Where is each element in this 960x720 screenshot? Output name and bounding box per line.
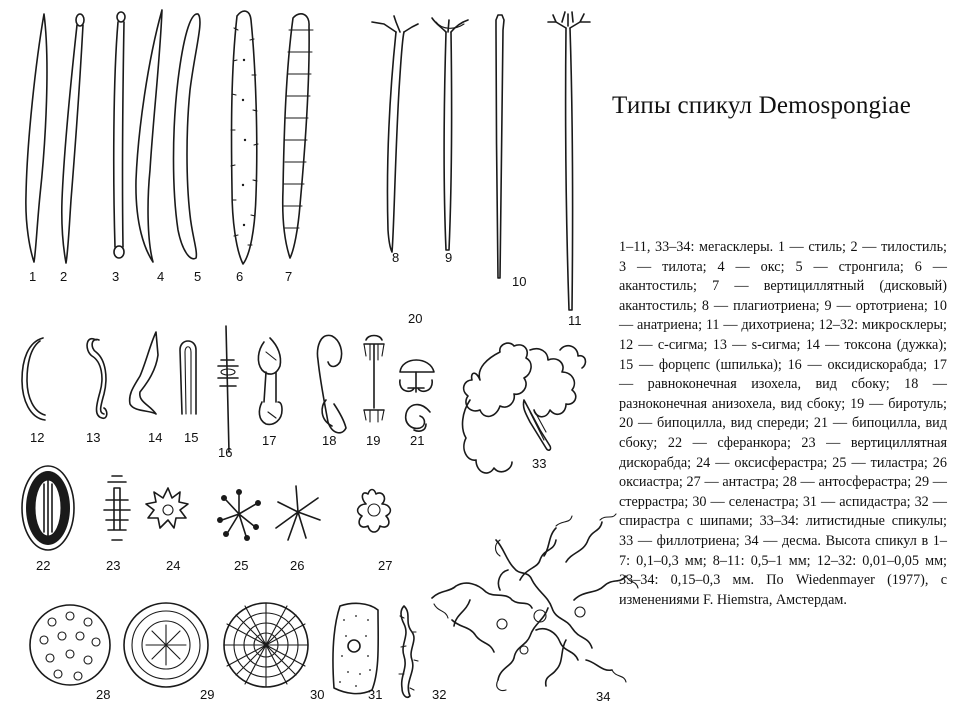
spicule-3-tylote xyxy=(114,12,125,258)
label-24: 24 xyxy=(166,558,181,573)
label-14: 14 xyxy=(148,430,163,445)
spicule-13-s-sigma xyxy=(87,339,107,419)
spicule-32-spiraster xyxy=(399,606,418,697)
spicule-9-orthotriaene xyxy=(432,18,468,250)
spicule-20-bipocillum-front xyxy=(400,360,434,392)
label-8: 8 xyxy=(392,250,400,265)
spicule-24-oxyspheraster xyxy=(146,488,188,528)
spicule-7-verticillate-acanthostyle xyxy=(283,14,313,258)
spicule-25-tylaster xyxy=(217,489,261,541)
label-5: 5 xyxy=(194,269,202,284)
spicule-33-phyllotriaene xyxy=(463,343,586,473)
label-7: 7 xyxy=(285,269,293,284)
spicule-31-aspidaster xyxy=(333,603,378,693)
label-3: 3 xyxy=(112,269,120,284)
label-17: 17 xyxy=(262,433,277,448)
spicule-17-isochela xyxy=(258,338,282,424)
label-2: 2 xyxy=(60,269,68,284)
spicule-26-oxyaster xyxy=(276,486,320,540)
label-27: 27 xyxy=(378,558,393,573)
label-32: 32 xyxy=(432,687,447,702)
spicule-21-bipocillum-side xyxy=(406,405,430,432)
label-15: 15 xyxy=(184,430,199,445)
spicule-15-forceps xyxy=(180,341,196,414)
spicule-27-anthaster xyxy=(358,490,391,533)
label-22: 22 xyxy=(36,558,51,573)
spicule-14-toxa xyxy=(130,332,158,414)
label-34: 34 xyxy=(596,689,611,704)
label-4: 4 xyxy=(157,269,165,284)
label-30: 30 xyxy=(310,687,325,702)
spicule-18-anisochela xyxy=(318,335,346,432)
spicule-2-tylostyle xyxy=(62,14,84,263)
label-33: 33 xyxy=(532,456,547,471)
label-29: 29 xyxy=(200,687,215,702)
label-26: 26 xyxy=(290,558,305,573)
spicule-6-acanthostyle xyxy=(231,11,258,264)
spicule-12-c-sigma xyxy=(22,338,45,420)
label-1: 1 xyxy=(29,269,37,284)
spicule-10-anatriaene xyxy=(496,15,504,278)
figure-numbers xyxy=(29,250,610,704)
label-23: 23 xyxy=(106,558,121,573)
spicule-1-style xyxy=(26,14,47,262)
label-19: 19 xyxy=(366,433,381,448)
label-10: 10 xyxy=(512,274,527,289)
spicule-23-verticillate-discorhabd xyxy=(104,476,130,540)
label-25: 25 xyxy=(234,558,249,573)
label-6: 6 xyxy=(236,269,244,284)
label-16: 16 xyxy=(218,445,233,460)
label-11: 11 xyxy=(568,313,582,328)
figure-caption: 1–11, 33–34: мегасклеры. 1 — стиль; 2 — тилостиль; 3 — тилота; 4 — окс; 5 — стронгила; 6 — акантостиль; 7 — вертициллятный (дисковый) акантостиль; 8 — плагиотриена; 9 — ортотриена; 10 — анатриена; 11 — дихотриена; 12–32: микросклеры; 12 — с-сигма; 13 — s-сигма; 14 — токсона (дужка); 15 — форцепс (шпилька); 16 — оксидискорабда; 17 — равноконечная изохела, вид сбоку; 18 — разноконечная анизохела, вид сбоку; 19 — биротуль; 20 — бипоцилла, вид спереди; 21 — бипоцилла, вид сбоку; 22 — сферанкора; 23 — вертициллятная дискорабда; 24 — оксисферастра; 25 — тиластра; 26 оксиастра; 27 — антастра; 28 — антосферастра; 29 — стеррастра; 30 — селенастра; 31 — аспидастра; 32 — спирастра с шипами; 33–34: литистидные спикулы; 33 — филлотриена; 34 — десма. Высота спикул в 1–7: 0,1–0,3 мм; 8–11: 0,5–1 мм; 12–32: 0,01–0,05 мм; 33–34: 0,15–0,3 мм. По Wiedenmayer (1977), с изменениями F. Hiemstra, Амстердам. xyxy=(619,239,947,608)
label-20: 20 xyxy=(408,311,423,326)
label-28: 28 xyxy=(96,687,111,702)
label-31: 31 xyxy=(368,687,383,702)
label-13: 13 xyxy=(86,430,101,445)
spicule-22-spheranchora xyxy=(22,466,74,550)
spicule-30-selenaster xyxy=(224,603,308,687)
label-9: 9 xyxy=(445,250,453,265)
spicule-28-anthospheraster xyxy=(30,605,110,685)
spicule-8-plagiotriaene xyxy=(372,16,418,252)
figure-title: Типы спикул Demospongiae xyxy=(612,92,911,119)
spicule-19-birotule xyxy=(364,336,384,423)
label-12: 12 xyxy=(30,430,45,445)
spicule-5-strongyle xyxy=(174,14,200,259)
spicule-16-oxydiscorhabd xyxy=(218,326,238,452)
label-21: 21 xyxy=(410,433,425,448)
spicule-4-oxea xyxy=(136,10,162,262)
spicule-29-sterraster xyxy=(124,603,208,687)
label-18: 18 xyxy=(322,433,337,448)
spicule-34-desma xyxy=(432,514,638,691)
spicule-11-dichotriaene xyxy=(548,12,590,310)
